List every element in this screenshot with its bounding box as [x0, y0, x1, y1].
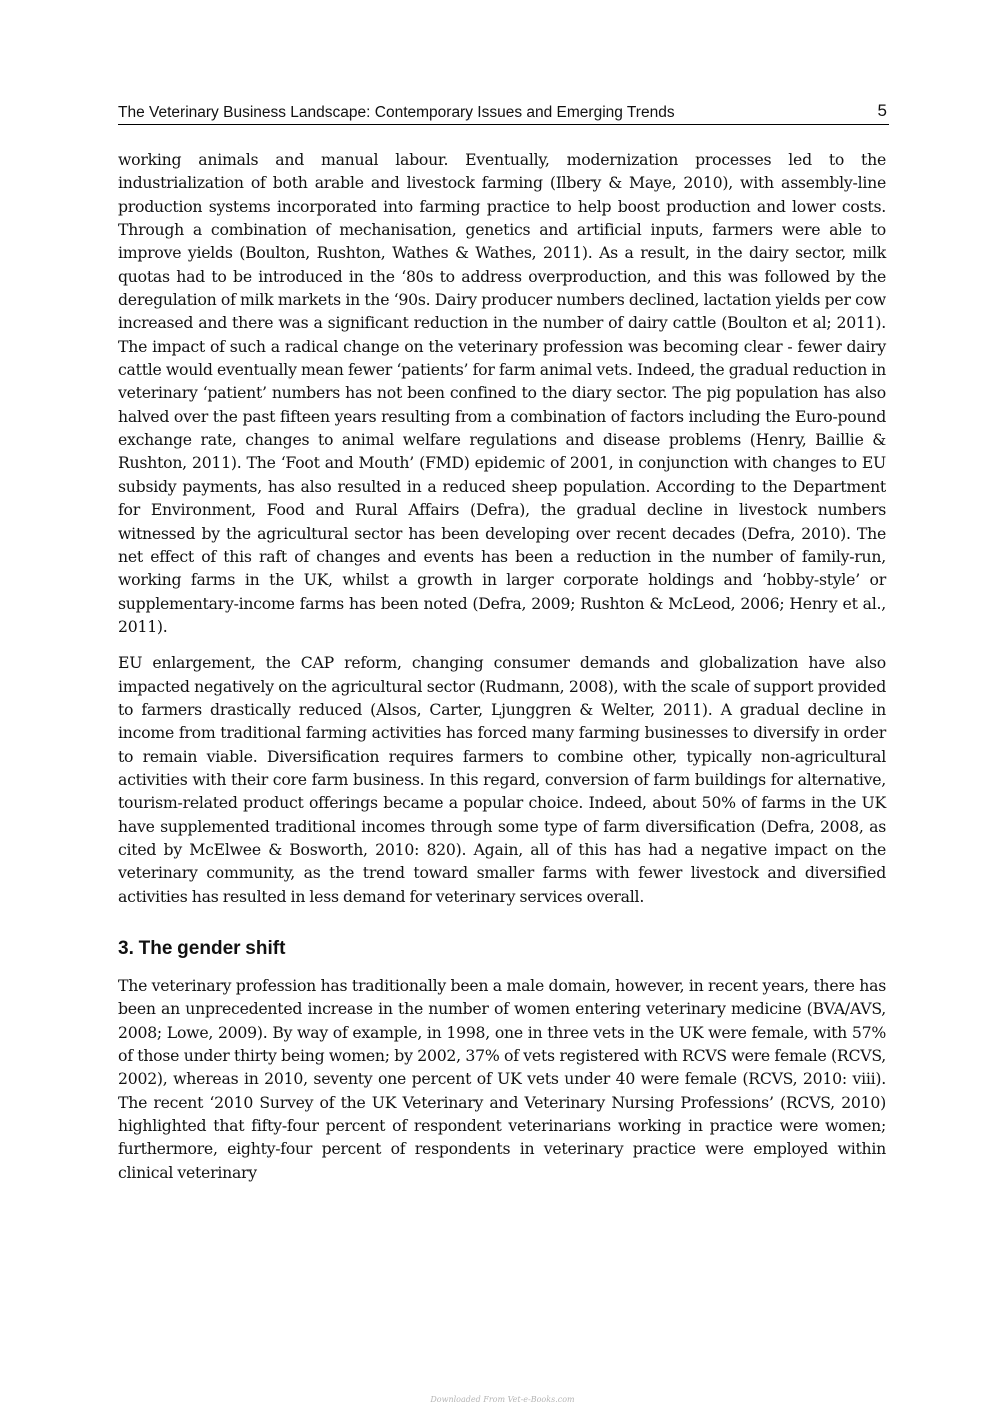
- download-watermark: Downloaded From Vet-e-Books.com: [430, 1395, 575, 1404]
- paragraph-eu-enlargement: EU enlargement, the CAP reform, changing consumer demands and globalization have also impacted negatively on the agricultural sector (Rudmann, 2008), with the scale of support provided to farmers drastically reduced (Alsos, Carter, Ljunggren & Welter, 2011). A gradual decline in income from traditional farming activities has forced many farming businesses to diversify in order to remain viable. Diversification requires farmers to combine other, typically non-agricultural activities with their core farm business. In this regard, conversion of farm buildings for alternative, tourism-related product offerings became a popular choice. Indeed, about 50% of farms in the UK have supplemented traditional incomes through some type of farm diversification (Defra, 2008, as cited by McElwee & Bosworth, 2010: 820). Again, all of this has had a negative impact on the veterinary community, as the trend toward smaller farms with fewer livestock and diversified activities has resulted in less demand for veterinary services overall.: [118, 653, 886, 906]
- section-heading: 3. The gender shift: [118, 938, 286, 959]
- paragraph-farming-industrialization: working animals and manual labour. Eventually, modernization processes led to the industrialization of both arable and livestock farming (Ilbery & Maye, 2010), with assembly-line production systems incorporated into farming practice to help boost production and lower costs. Through a combination of mechanisation, genetics and artificial inputs, farmers were able to improve yields (Boulton, Rushton, Wathes & Wathes, 2011). As a result, in the dairy sector, milk quotas had to be introduced in the ‘80s to address overproduction, and this was followed by the deregulation of milk markets in the ‘90s. Dairy producer numbers declined, lactation yields per cow increased and there was a significant reduction in the number of dairy cattle (Boulton et al; 2011). The impact of such a radical change on the veterinary profession was becoming clear - fewer dairy cattle would eventually mean fewer ‘patients’ for farm animal vets. Indeed, the gradual reduction in veterinary ‘patient’ numbers has not been confined to the diary sector. The pig population has also halved over the past fifteen years resulting from a combination of factors including the Euro-pound exchange rate, changes to animal welfare regulations and disease problems (Henry, Baillie & Rushton, 2011). The ‘Foot and Mouth’ (FMD) epidemic of 2001, in conjunction with changes to EU subsidy payments, has also resulted in a reduced sheep population. According to the Department for Environment, Food and Rural Affairs (Defra), the gradual decline in livestock numbers witnessed by the agricultural sector has been developing over recent decades (Defra, 2010). The net effect of this raft of changes and events has been a reduction in the number of family-run, working farms in the UK, whilst a growth in larger corporate holdings and ‘hobby-style’ or supplementary-income farms has been noted (Defra, 2009; Rushton & McLeod, 2006; Henry et al., 2011).: [118, 150, 886, 636]
- running-header: [118, 100, 889, 125]
- running-title: The Veterinary Business Landscape: Contemporary Issues and Emerging Trends: [118, 104, 675, 121]
- body-text: [118, 148, 886, 1184]
- paragraph-gender-shift: The veterinary profession has traditionally been a male domain, however, in recent years, there has been an unprecedented increase in the number of women entering veterinary medicine (BVA/AVS, 2008; Lowe, 2009). By way of example, in 1998, one in three vets in the UK were female, with 57% of those under thirty being women; by 2002, 37% of vets registered with RCVS were female (RCVS, 2002), whereas in 2010, seventy one percent of UK vets under 40 were female (RCVS, 2010: viii). The recent ‘2010 Survey of the UK Veterinary and Veterinary Nursing Professions’ (RCVS, 2010) highlighted that fifty-four percent of respondent veterinarians working in practice were women; furthermore, eighty-four percent of respondents in veterinary practice were employed within clinical veterinary: [118, 976, 886, 1182]
- page-number: 5: [877, 101, 887, 120]
